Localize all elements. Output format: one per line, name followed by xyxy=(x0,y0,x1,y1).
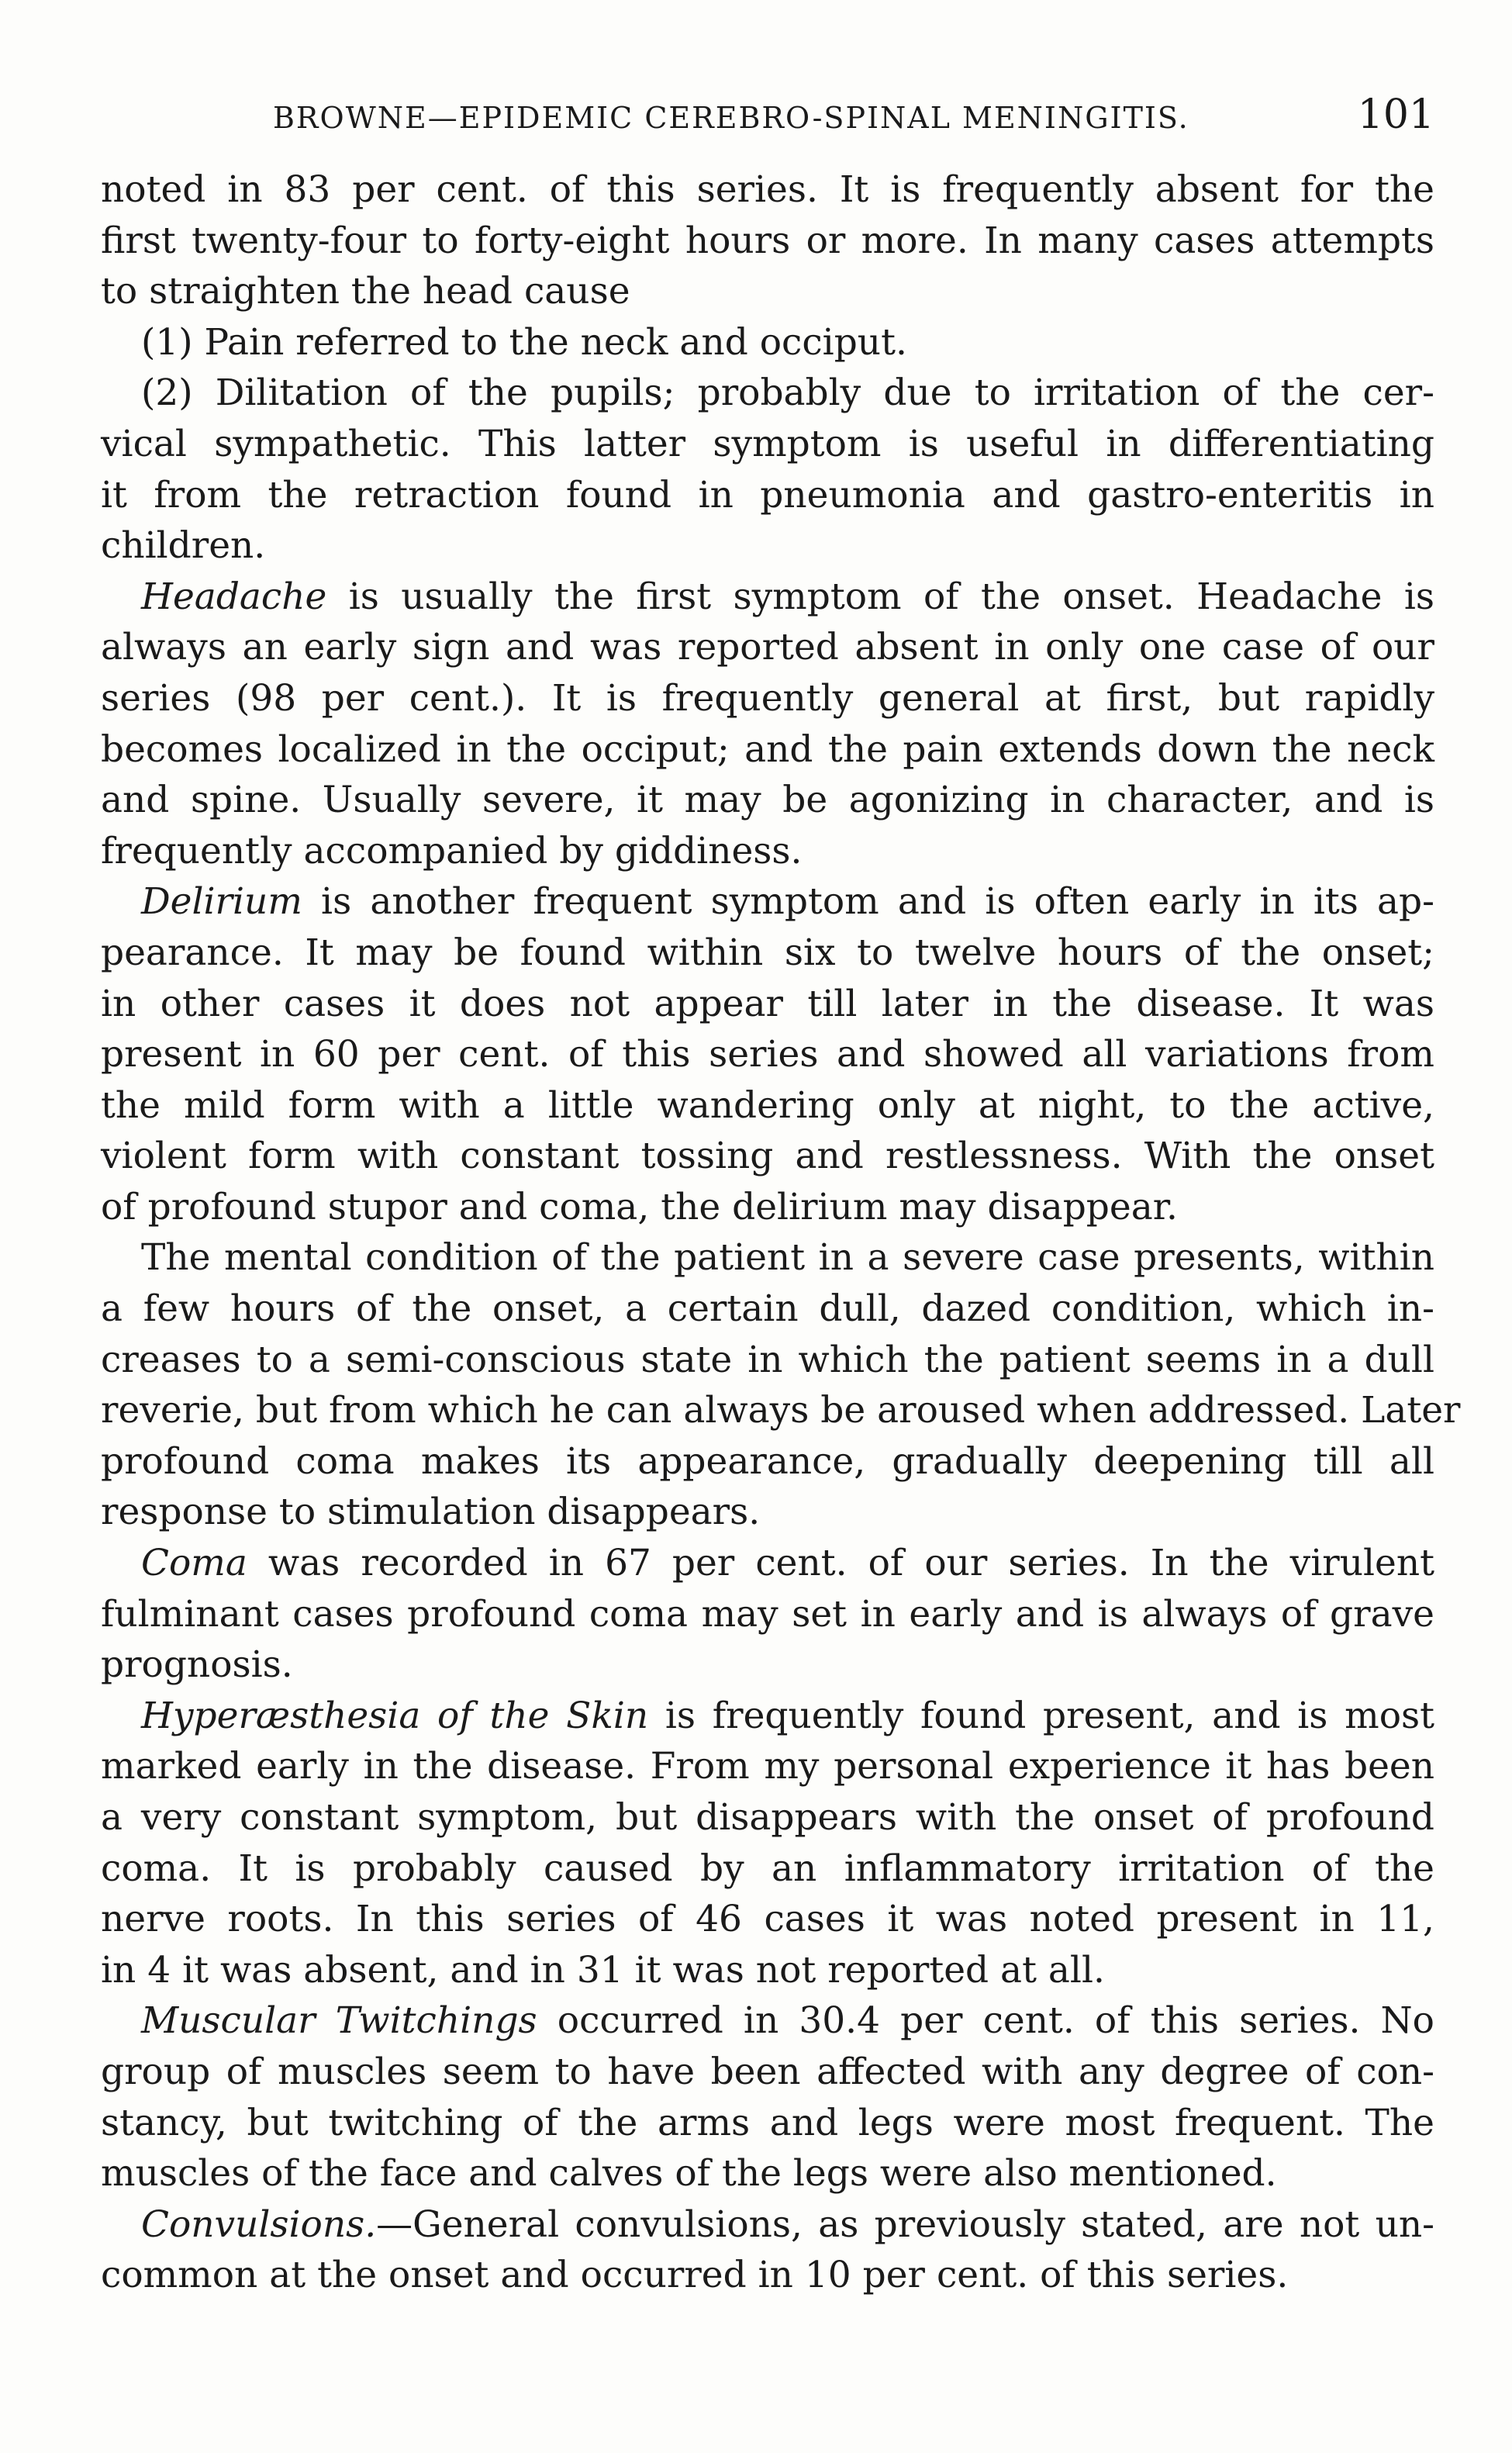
page-header xyxy=(101,87,1434,141)
text-line: response to stimulation disappears. xyxy=(101,1491,761,1534)
text-line: to straighten the head cause xyxy=(101,270,630,313)
text-line: always an early sign and was reported absent in only one case of our xyxy=(101,626,1434,669)
text-line: series (98 per cent.). It is frequently general at first, but rapidly xyxy=(101,676,1434,720)
paragraph-muscular: Muscular Twitchings occurred in 30.4 per cent. of this series. No xyxy=(141,1999,1434,2043)
paragraph-hyperaesthesia: Hyperæsthesia of the Skin is frequently found present, and is most xyxy=(141,1694,1434,1737)
heading-muscular: Muscular Twitchings xyxy=(141,1999,537,2043)
text-line: a very constant symptom, but disappears with the onset of profound xyxy=(101,1796,1434,1839)
text-line: muscles of the face and calves of the legs were also mentioned. xyxy=(101,2152,1277,2196)
text-line: becomes localized in the occiput; and the pain extends down the neck xyxy=(101,727,1434,771)
heading-convulsions: Convulsions. xyxy=(141,2203,377,2246)
text-line: present in 60 per cent. of this series and showed all variations from xyxy=(101,1033,1434,1076)
text-line: stancy, but twitching of the arms and legs were most frequent. The xyxy=(101,2101,1434,2144)
text-line: and spine. Usually severe, it may be agonizing in character, and is xyxy=(101,779,1434,822)
heading-headache: Headache xyxy=(141,575,327,618)
running-title: BROWNE—EPIDEMIC CEREBRO-SPINAL MENINGITIS. xyxy=(273,101,1189,135)
text-line: The mental condition of the patient in a severe case presents, within xyxy=(141,1236,1434,1280)
text-line: creases to a semi-conscious state in which the patient seems in a dull xyxy=(101,1338,1434,1381)
text-line: a few hours of the onset, a certain dull, dazed condition, which in- xyxy=(101,1287,1434,1331)
text-line: first twenty-four to forty-eight hours or more. In many cases attempts xyxy=(101,219,1434,262)
heading-coma: Coma xyxy=(141,1542,247,1585)
body-text xyxy=(101,164,1461,2301)
text-line: it from the retraction found in pneumonia and gastro-enteritis in xyxy=(101,473,1434,517)
text-line: of profound stupor and coma, the delirium may disappear. xyxy=(101,1185,1178,1228)
text-line: frequently accompanied by giddiness. xyxy=(101,829,803,872)
text-line: vical sympathetic. This latter symptom is useful in differentiating xyxy=(101,422,1434,465)
text-line: profound coma makes its appearance, gradually deepening till all xyxy=(101,1439,1434,1483)
paragraph-convulsions: Convulsions.—General convulsions, as previously stated, are not un- xyxy=(141,2203,1434,2246)
text-line: nerve roots. In this series of 46 cases it was noted present in 11, xyxy=(101,1898,1434,1941)
paragraph-headache: Headache is usually the first symptom of the onset. Headache is xyxy=(141,575,1434,618)
text-line: children. xyxy=(101,524,266,568)
text-line: prognosis. xyxy=(101,1643,293,1687)
text-line: (1) Pain referred to the neck and occiput. xyxy=(141,320,907,364)
paragraph-coma: Coma was recorded in 67 per cent. of our series. In the virulent xyxy=(141,1542,1434,1585)
text-line: coma. It is probably caused by an inflammatory irritation of the xyxy=(101,1847,1434,1890)
text-line: group of muscles seem to have been affected with any degree of con- xyxy=(101,2050,1434,2093)
text-line: (2) Dilitation of the pupils; probably due to irritation of the cer- xyxy=(141,371,1434,415)
text-line: the mild form with a little wandering only at night, to the active, xyxy=(101,1083,1434,1127)
text-line: noted in 83 per cent. of this series. It is frequently absent for the xyxy=(101,168,1434,211)
paragraph-delirium: Delirium is another frequent symptom and is often early in its ap- xyxy=(141,880,1434,924)
text-line: common at the onset and occurred in 10 per cent. of this series. xyxy=(101,2254,1289,2297)
text-line: violent form with constant tossing and restlessness. With the onset xyxy=(101,1135,1434,1178)
text-line: reverie, but from which he can always be aroused when addressed. Later xyxy=(101,1389,1461,1432)
text-line: pearance. It may be found within six to twelve hours of the onset; xyxy=(101,931,1434,974)
text-line: marked early in the disease. From my personal experience it has been xyxy=(101,1745,1434,1788)
heading-delirium: Delirium xyxy=(141,880,302,924)
text-line: in other cases it does not appear till later in the disease. It was xyxy=(101,982,1434,1025)
text-line: in 4 it was absent, and in 31 it was not reported at all. xyxy=(101,1948,1105,1992)
page-number: 101 xyxy=(1357,92,1434,138)
text-line: fulminant cases profound coma may set in early and is always of grave xyxy=(101,1592,1434,1636)
heading-hyperaesthesia: Hyperæsthesia of the Skin xyxy=(141,1694,649,1737)
